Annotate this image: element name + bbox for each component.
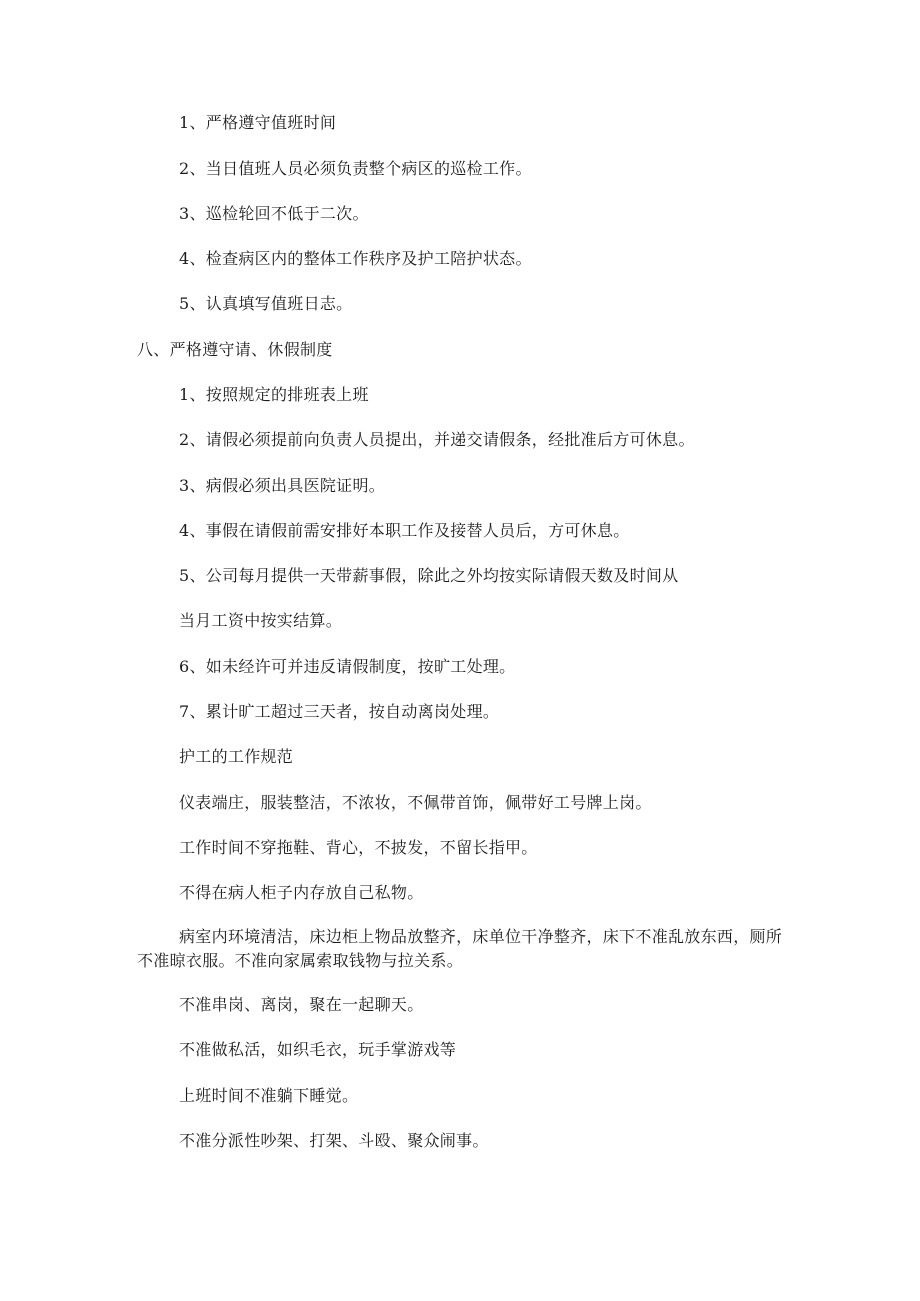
leave-item-6: 6、如未经许可并违反请假制度，按旷工处理。 xyxy=(179,657,516,676)
duty-item-4: 4、检查病区内的整体工作秩序及护工陪护状态。 xyxy=(179,249,532,268)
norm-item-no-private-work: 不准做私活，如织毛衣，玩手掌游戏等 xyxy=(179,1040,457,1059)
leave-item-7: 7、累计旷工超过三天者，按自动离岗处理。 xyxy=(179,702,500,721)
section-8-heading: 八、严格遵守请、休假制度 xyxy=(137,340,333,359)
norm-item-ward-environment: 病室内环境清洁，床边柜上物品放整齐，床单位干净整齐，床下不准乱放东西，厕所不准晾衣服。不准向家属索取钱物与拉关系。 xyxy=(137,927,783,970)
norm-item-no-fighting: 不准分派性吵架、打架、斗殴、聚众闹事。 xyxy=(179,1131,489,1150)
leave-item-2: 2、请假必须提前向负责人员提出，并递交请假条，经批准后方可休息。 xyxy=(179,430,695,449)
leave-item-5-continued: 当月工资中按实结算。 xyxy=(179,611,343,630)
norm-item-no-sleeping: 上班时间不准躺下睡觉。 xyxy=(179,1086,359,1105)
work-norms-heading: 护工的工作规范 xyxy=(179,747,294,766)
leave-item-1: 1、按照规定的排班表上班 xyxy=(179,385,369,404)
norm-item-attire: 工作时间不穿拖鞋、背心，不披发，不留长指甲。 xyxy=(179,838,538,857)
duty-item-2: 2、当日值班人员必须负责整个病区的巡检工作。 xyxy=(179,159,532,178)
duty-item-3: 3、巡检轮回不低于二次。 xyxy=(179,204,369,223)
leave-item-4: 4、事假在请假前需安排好本职工作及接替人员后，方可休息。 xyxy=(179,521,630,540)
leave-item-5: 5、公司每月提供一天带薪事假，除此之外均按实际请假天数及时间从 xyxy=(179,566,679,585)
norm-item-no-wandering: 不准串岗、离岗，聚在一起聊天。 xyxy=(179,995,424,1014)
norm-item-private-items: 不得在病人柜子内存放自己私物。 xyxy=(179,883,424,902)
duty-item-5: 5、认真填写值班日志。 xyxy=(179,294,353,313)
leave-item-3: 3、病假必须出具医院证明。 xyxy=(179,476,386,495)
norm-item-appearance: 仪表端庄，服装整洁，不浓妆，不佩带首饰，佩带好工号牌上岗。 xyxy=(179,793,652,812)
duty-item-1: 1、严格遵守值班时间 xyxy=(179,113,337,132)
